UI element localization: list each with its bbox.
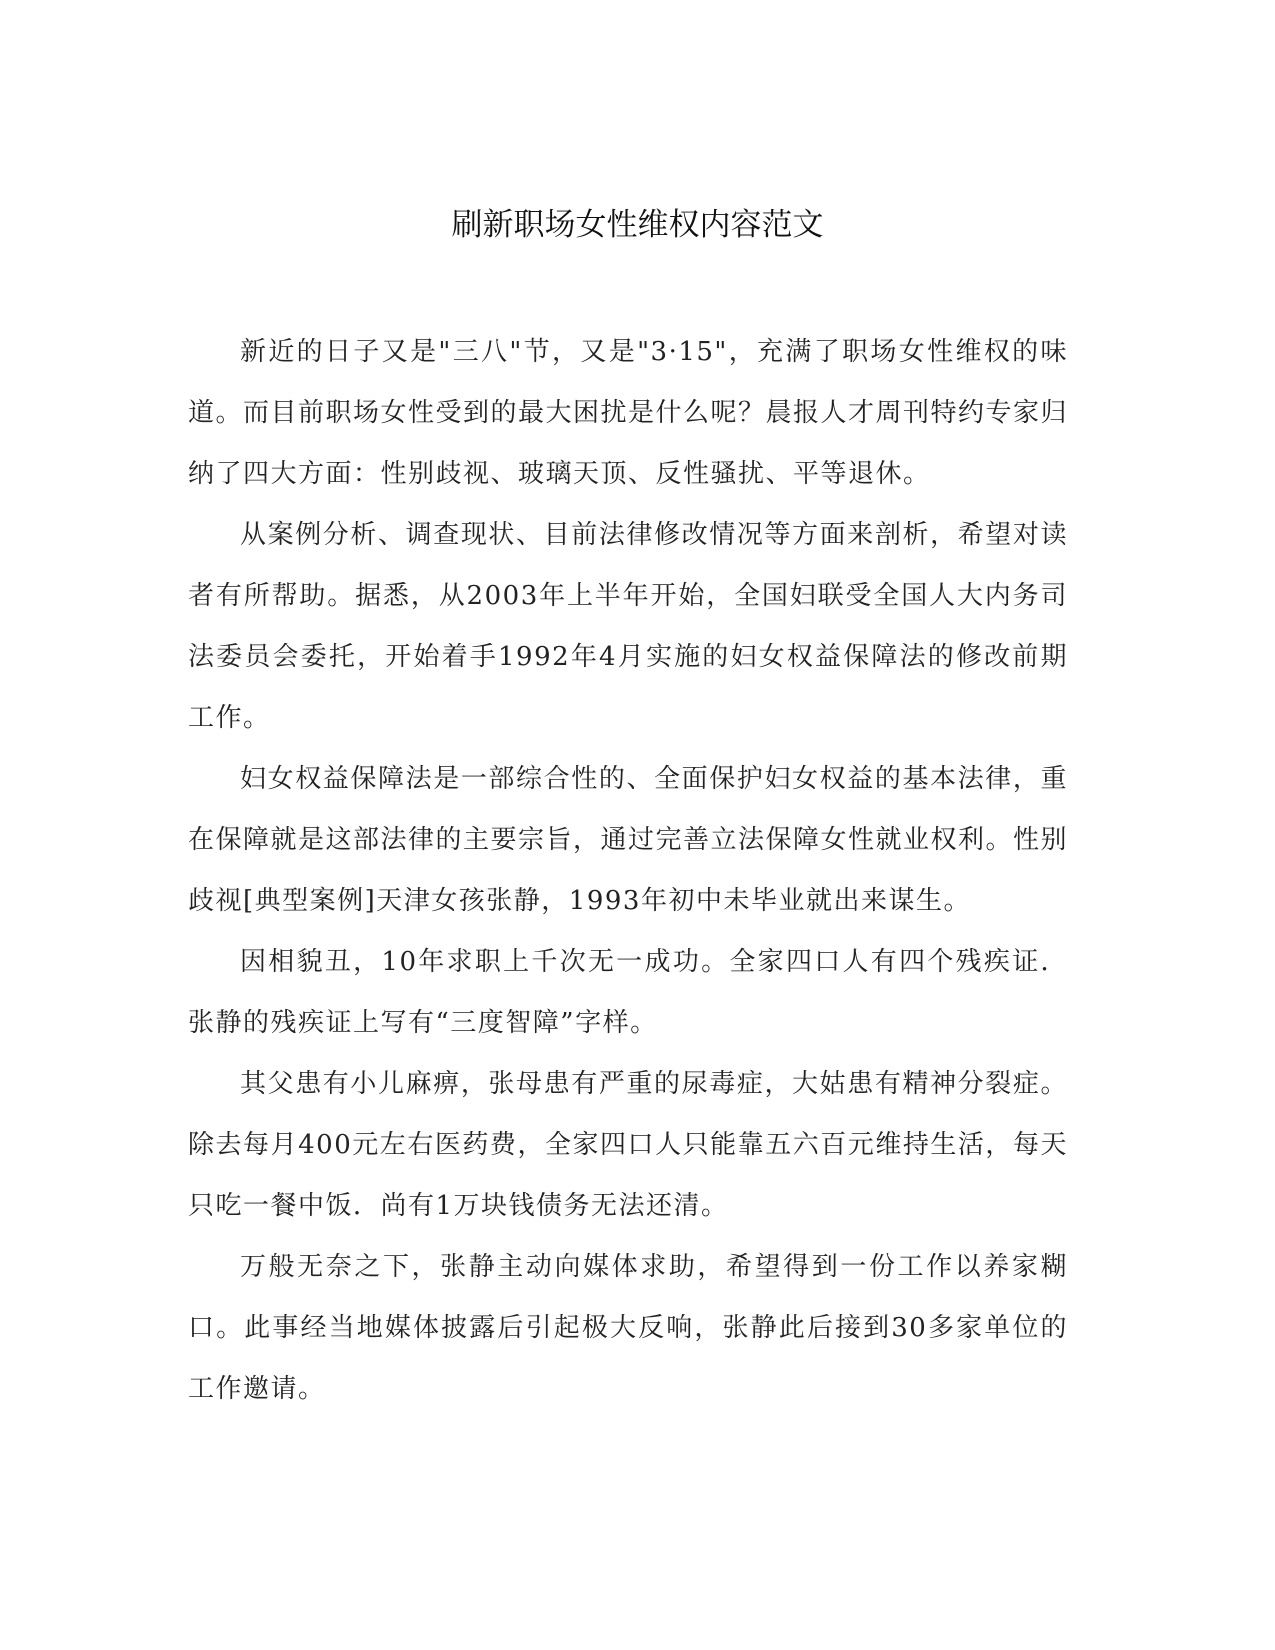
paragraph: 妇女权益保障法是一部综合性的、全面保护妇女权益的基本法律，重在保障就是这部法律的主要宗旨，通过完善立法保障女性就业权利。性别歧视[典型案例]天津女孩张静，1993年初中未毕业就出来谋生。 bbox=[188, 764, 1069, 916]
paragraph: 其父患有小儿麻痹，张母患有严重的尿毒症，大姑患有精神分裂症。除去每月400元左右医药费，全家四口人只能靠五六百元维持生活，每天只吃一餐中饭．尚有1万块钱债务无法还清。 bbox=[188, 1069, 1068, 1221]
paragraph: 万般无奈之下，张静主动向媒体求助，希望得到一份工作以养家糊口。此事经当地媒体披露后引起极大反响，张静此后接到30多家单位的工作邀请。 bbox=[188, 1252, 1068, 1404]
document-title: 刷新职场女性维权内容范文 bbox=[451, 207, 824, 243]
paragraph: 因相貌丑，10年求职上千次无一成功。全家四口人有四个残疾证．张静的残疾证上写有“三度智障”字样。 bbox=[188, 947, 1068, 1038]
paragraph: 新近的日子又是"三八"节，又是"3·15"，充满了职场女性维权的味道。而目前职场女性受到的最大困扰是什么呢？晨报人才周刊特约专家归纳了四大方面：性别歧视、玻璃天顶、反性骚扰、平等退休。 bbox=[188, 337, 1069, 489]
document-body bbox=[188, 322, 1068, 1420]
paragraph: 从案例分析、调查现状、目前法律修改情况等方面来剖析，希望对读者有所帮助。据悉，从2003年上半年开始，全国妇联受全国人大内务司法委员会委托，开始着手1992年4月实施的妇女权益保障法的修改前期工作。 bbox=[188, 520, 1068, 733]
